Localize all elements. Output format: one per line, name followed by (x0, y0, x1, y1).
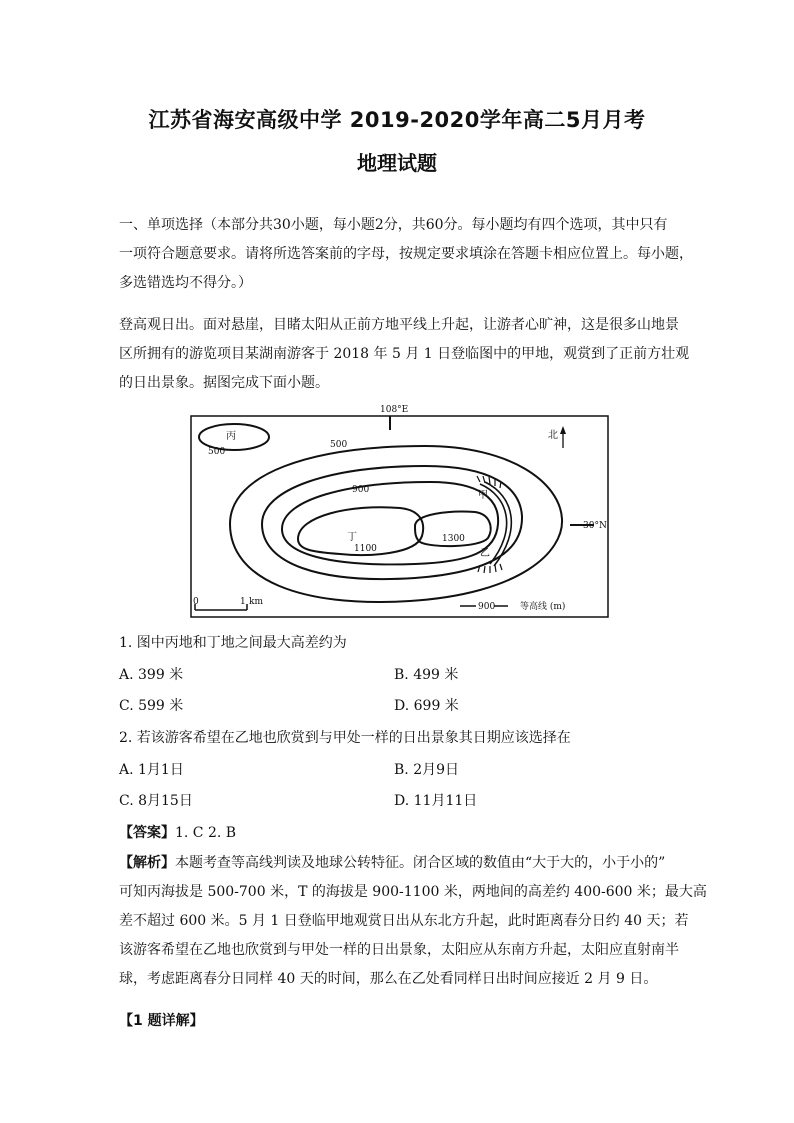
q1-option-d[interactable]: D. 699 米 (394, 698, 459, 714)
scale-one: 1 (240, 597, 246, 607)
stem-line: 的日出景象。据图完成下面小题。 (119, 375, 329, 391)
north-label: 北 (548, 430, 558, 441)
answer-value: 1. C 2. B (175, 825, 237, 841)
detail-heading: 【1 题详解】 (119, 1013, 204, 1029)
scale-unit: km (249, 597, 263, 607)
stem-line: 登高观日出。面对悬崖，目睹太阳从正前方地平线上升起，让游者心旷神，这是很多山地景 (119, 317, 679, 333)
explanation-line: 球，考虑距离春分日同样 40 天的时间，那么在乙处看同样日出时间应接近 2 月 9 日。 (119, 971, 658, 987)
answer-label: 【答案】 (119, 825, 175, 841)
instruction-line: 多选错选均不得分。） (119, 275, 252, 291)
q2-option-d[interactable]: D. 11月11日 (394, 793, 478, 809)
q2-option-c[interactable]: C. 8月15日 (119, 793, 193, 809)
explanation-label: 【解析】 (119, 855, 175, 871)
explanation-line: 差不超过 600 米。5 月 1 日登临甲地观赏日出从东北方升起，此时距离春分日约 40 天；若 (119, 913, 689, 929)
label-ding: 丁 (347, 532, 357, 543)
q2-option-a[interactable]: A. 1月1日 (119, 762, 184, 778)
instruction-line: 一项符合题意要求。请将所选答案前的字母，按规定要求填涂在答题卡相应位置上。每小题， (119, 246, 693, 262)
exam-title: 江苏省海安高级中学 2019-2020学年高二5月月考 (148, 108, 646, 132)
answer-line (119, 822, 236, 842)
label-jia: 甲 (478, 490, 488, 501)
explanation-line: 该游客希望在乙地也欣赏到与甲处一样的日出景象，太阳应从东南方升起，太阳应直射南半 (119, 942, 679, 958)
stem-line: 区所拥有的游览项目某湖南游客于 2018 年 5 月 1 日登临图中的甲地，观赏到了正前方壮观 (119, 346, 690, 362)
q1-option-b[interactable]: B. 499 米 (394, 667, 459, 683)
scale-zero: 0 (193, 597, 199, 607)
contour-label-1100: 1100 (354, 544, 377, 554)
section-instructions (119, 211, 693, 298)
legend-label: 等高线 (m) (520, 602, 566, 612)
label-bing: 丙 (226, 431, 236, 442)
contour-label-500-bing: 500 (208, 447, 226, 457)
contour-label-1300: 1300 (442, 534, 465, 544)
explanation (119, 849, 707, 994)
question-2: 2. 若该游客希望在乙地也欣赏到与甲处一样的日出景象其日期应该选择在 (119, 730, 571, 746)
q1-option-c[interactable]: C. 599 米 (119, 698, 184, 714)
explanation-line: 【解析】本题考查等高线判读及地球公转特征。闭合区域的数值由“大于大的，小于小的” (119, 855, 666, 871)
exam-subtitle: 地理试题 (357, 151, 437, 175)
contour-map (190, 404, 610, 624)
label-yi: 乙 (480, 548, 490, 559)
q2-option-b[interactable]: B. 2月9日 (394, 762, 460, 778)
contour-label-900: 900 (352, 485, 370, 495)
instruction-line: 一、单项选择（本部分共30小题，每小题2分，共60分。每小题均有四个选项，其中只有 (119, 217, 668, 233)
q1-option-a[interactable]: A. 399 米 (119, 667, 184, 683)
question-stem (119, 311, 690, 398)
legend-value: 900 (478, 602, 496, 612)
contour-label-500: 500 (330, 440, 348, 450)
longitude-label: 108°E (380, 405, 409, 415)
latitude-label: 30°N (583, 521, 607, 531)
explanation-line: 可知丙海拔是 500-700 米，T 的海拔是 900-1100 米，两地间的高差约 400-600 米；最大高 (119, 884, 707, 900)
question-1: 1. 图中丙地和丁地之间最大高差约为 (119, 635, 347, 651)
